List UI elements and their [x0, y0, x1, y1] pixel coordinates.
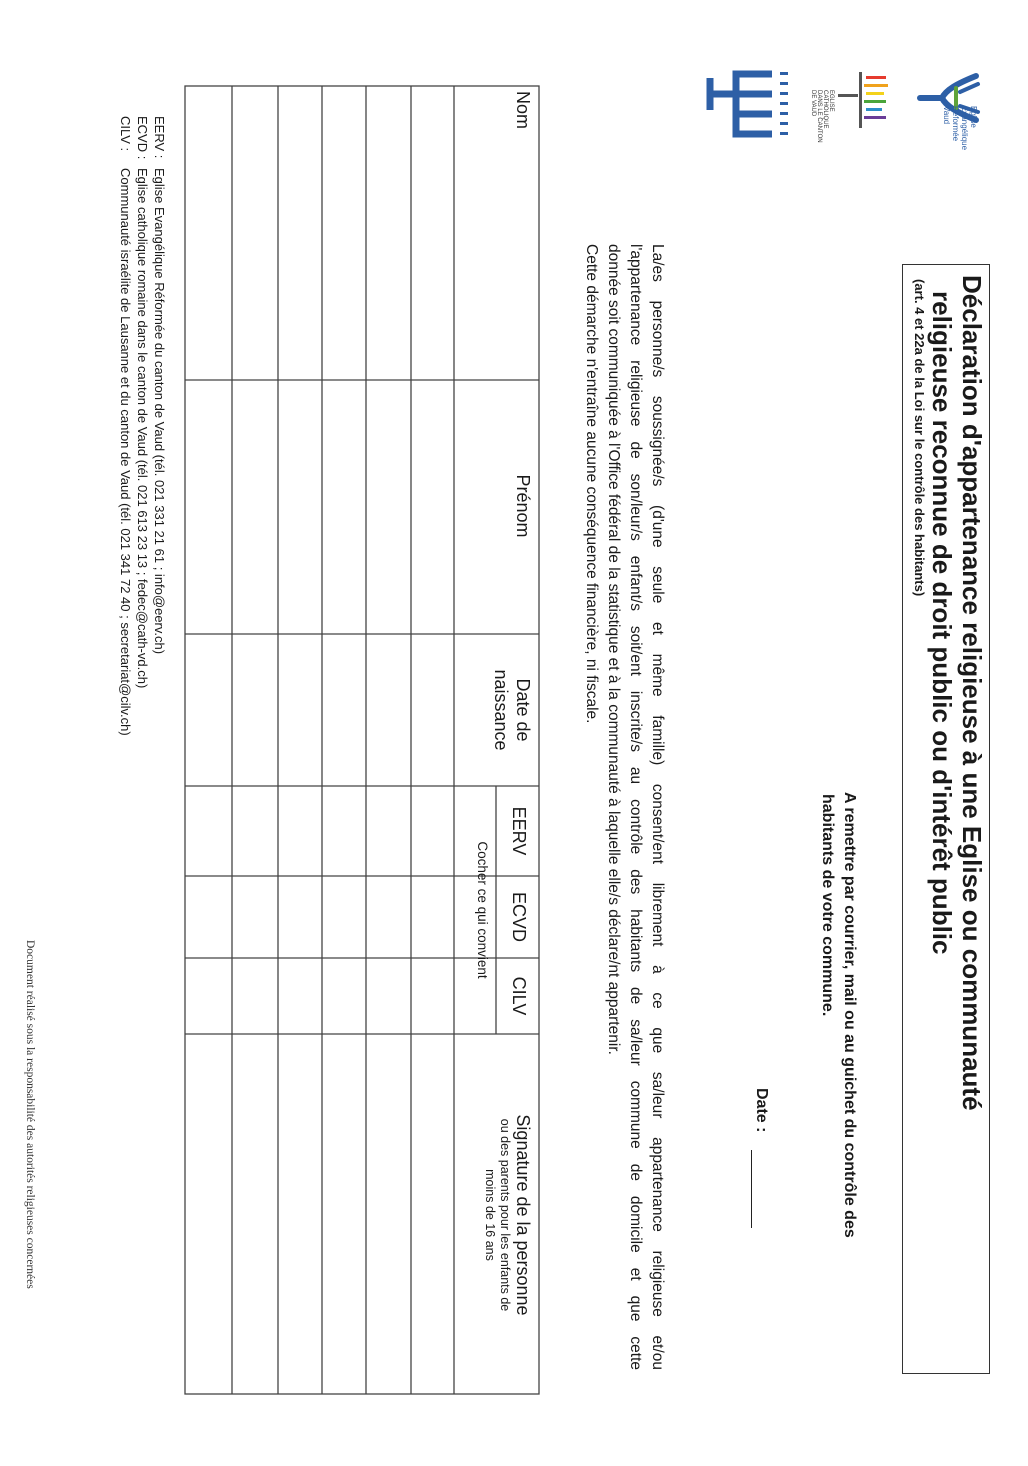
remit-instructions [816, 792, 860, 1312]
footer-row-ecvd [134, 116, 151, 736]
header-date-de-naissance [490, 638, 534, 782]
date-label: Date : [753, 1088, 770, 1133]
eerv-logo-line: Eglise [969, 106, 978, 128]
consent-text [580, 244, 668, 1370]
header-prenom: Prénom [513, 474, 533, 538]
footer-abbr: ECVD : [135, 116, 150, 160]
header-date-line-1: Date de [513, 678, 533, 742]
footer-contact: Eglise catholique romaine dans le canton de Vaud (tél. 021 613 23 13 ; fedec@cath-vd.ch) [135, 168, 150, 689]
ecvd-logo-line: DANS LE CANTON [816, 90, 822, 143]
title-line-2: religieuse reconnue de droit public ou d'intérêt public [927, 291, 957, 955]
header-signature-sub-2: moins de 16 ans [483, 1169, 497, 1261]
ecvd-cross-icon [832, 70, 892, 150]
declaration-table [184, 60, 540, 1396]
footer-contacts [117, 116, 168, 736]
consent-line-4: Cette démarche n'entraîne aucune conséquence financière, ni fiscale. [583, 244, 600, 724]
consent-line-3: donnée soit communiquée à l'Office fédéral de la statistique et à la communauté à laquelle elle/s déclare/nt appartenir. [605, 244, 622, 1055]
header-cocher: Cocher ce qui convient [475, 841, 490, 979]
title-line-1: Déclaration d'appartenance religieuse à une Eglise ou communauté [957, 275, 987, 1111]
remit-line-2: habitants de votre commune. [819, 794, 836, 1017]
footer-contact: Communauté israélite de Lausanne et du canton de Vaud (tél. 021 341 72 40 ; secretariat@cilv.ch) [118, 168, 133, 736]
footer-abbr: CILV : [118, 116, 133, 152]
remit-line-1: A remettre par courrier, mail ou au guichet du contrôle des [841, 792, 858, 1238]
header-cilv: CILV [509, 976, 529, 1016]
footer-abbr: EERV : [152, 116, 167, 159]
header-signature [482, 1040, 534, 1390]
eerv-logo [906, 68, 986, 168]
footer-row-eerv [151, 116, 168, 736]
header-nom: Nom [513, 90, 533, 129]
footer-row-cilv [117, 116, 134, 736]
consent-line-2: l'appartenance religieuse de son/leur/s enfant/s soit/ent inscrite/s au contrôle des habitants de sa/leur commune de domicile et que cette [627, 244, 644, 1370]
ecvd-logo-line: DE VAUD [810, 90, 816, 117]
header-ecvd: ECVD [509, 891, 529, 942]
ecvd-logo-line: CATHOLIQUE [822, 90, 828, 129]
title-box [902, 264, 990, 1374]
ecvd-logo [812, 70, 892, 160]
date-field[interactable] [751, 1150, 752, 1228]
header-date-line-2: naissance [491, 669, 511, 751]
cilv-logo [700, 64, 796, 164]
credit-note: Document réalisé sous la responsabilité des autorités religieuses concernées [24, 940, 36, 1289]
title-subtitle: (art. 4 et 22a de la Loi sur le contrôle des habitants) [912, 279, 927, 597]
header-signature-sub-1: ou des parents pour les enfants de [498, 1118, 512, 1312]
header-signature-title: Signature de la personne [513, 1114, 533, 1316]
ecvd-logo-line: EGLISE [828, 90, 834, 112]
eerv-logo-line: Evangélique [960, 106, 969, 151]
cilv-menorah-icon [700, 64, 796, 164]
consent-line-1: La/es personne/s soussignée/s (d'une seule et même famille) consent/ent librement à ce que sa/leur appartenance religieuse et/ou [649, 244, 666, 1370]
eerv-logo-line: Réformée [951, 106, 960, 142]
header-eerv: EERV [509, 806, 529, 856]
footer-contact: Eglise Evangélique Réformée du canton de Vaud (tél. 021 331 21 61 ; info@eerv.ch) [152, 168, 167, 655]
eerv-logo-line: Vaud [942, 106, 951, 125]
